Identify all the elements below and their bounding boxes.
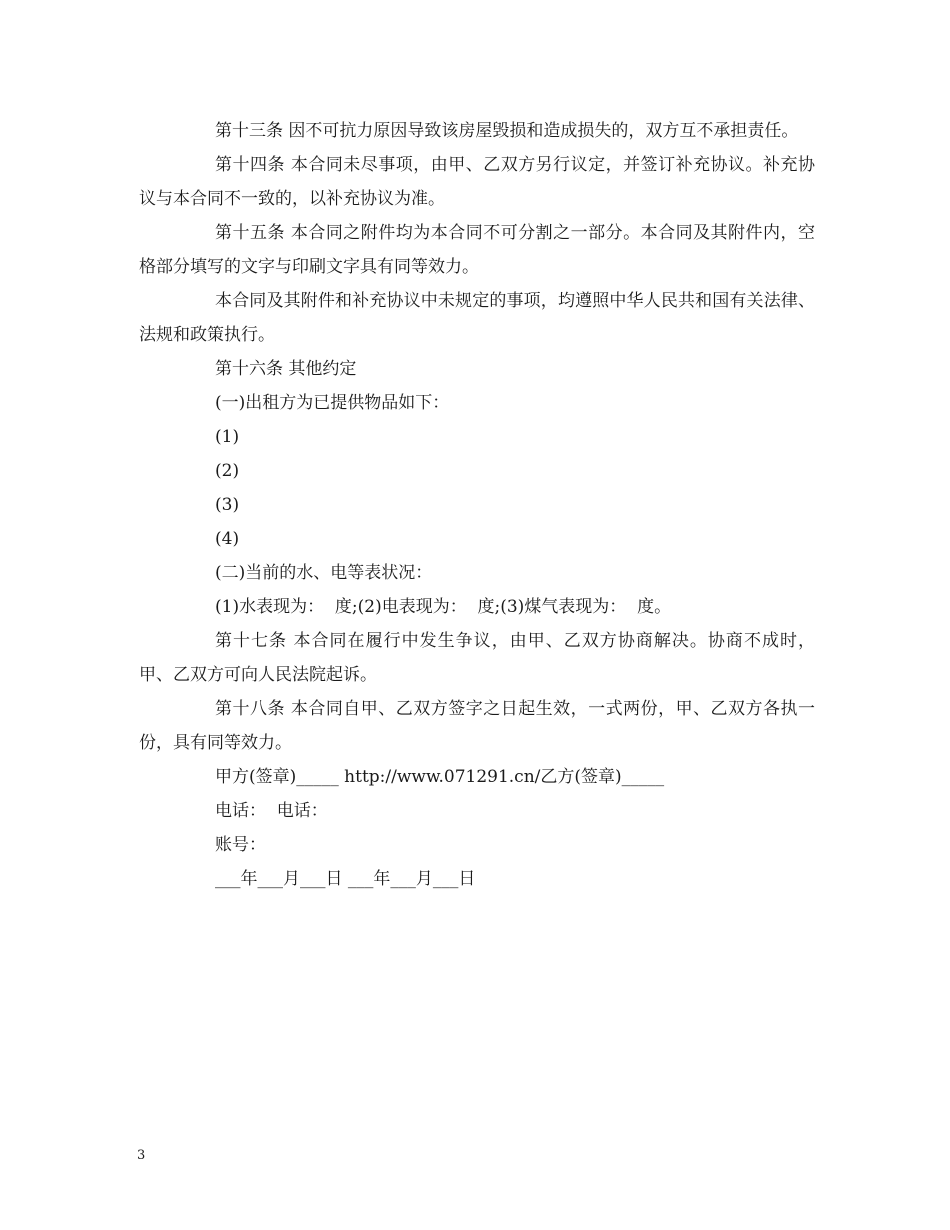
page-number: 3 [137,1148,146,1163]
phone-line: 电话： 电话： [215,801,328,821]
date-line: ___年___月___日 ___年___月___日 [215,869,476,889]
provided-items-title: (一)出租方为已提供物品如下： [215,393,450,413]
article-17: 第十七条 本合同在履行中发生争议，由甲、乙双方协商解决。协商不成时，甲、乙双方可向人民法院起诉。 [139,631,815,685]
article-16-title: 第十六条 其他约定 [215,359,357,379]
provided-item-1: (1) [215,427,240,447]
article-15: 第十五条 本合同之附件均为本合同不可分割之一部分。本合同及其附件内，空格部分填写的文字与印刷文字具有同等效力。 [139,223,815,277]
signature-line: 甲方(签章)_____ http://www.071291.cn/乙方(签章)_____ [215,767,665,787]
provided-item-2: (2) [215,461,240,481]
article-18: 第十八条 本合同自甲、乙双方签字之日起生效，一式两份，甲、乙双方各执一份，具有同等效力。 [139,699,815,753]
meter-status-detail: (1)水表现为： 度;(2)电表现为： 度;(3)煤气表现为： 度。 [215,597,672,617]
document-body [139,114,815,896]
meter-status-title: (二)当前的水、电等表状况： [215,563,433,583]
provided-item-4: (4) [215,529,240,549]
article-13: 第十三条 因不可抗力原因导致该房屋毁损和造成损失的，双方互不承担责任。 [215,121,799,141]
provided-item-3: (3) [215,495,240,515]
supplementary-clause: 本合同及其附件和补充协议中未规定的事项，均遵照中华人民共和国有关法律、法规和政策执行。 [139,291,815,345]
article-14: 第十四条 本合同未尽事项，由甲、乙双方另行议定，并签订补充协议。补充协议与本合同不一致的，以补充协议为准。 [139,155,815,209]
account-line: 账号： [215,835,266,855]
